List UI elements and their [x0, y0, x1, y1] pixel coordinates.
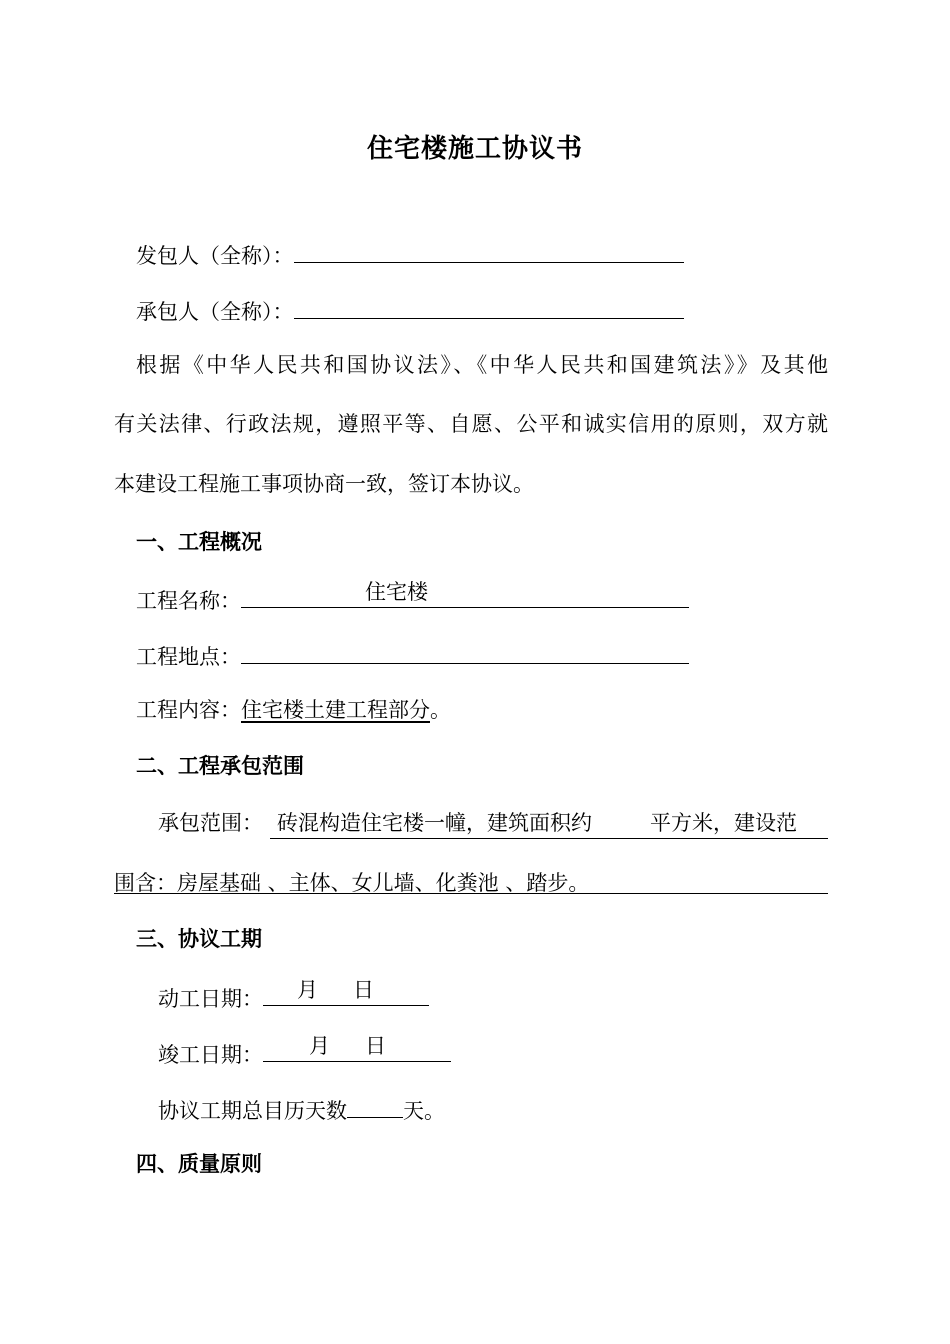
scope-row-2: 围含：房屋基础 、主体、女儿墙、化粪池 、踏步。 [114, 871, 590, 895]
section-1-heading: 一、工程概况 [136, 530, 262, 554]
scope-text-1: 砖混构造住宅楼一幢，建筑面积约 [277, 811, 592, 835]
project-name-field [241, 580, 689, 608]
end-day: 日 [365, 1034, 386, 1058]
end-date-row [158, 1034, 451, 1070]
intro-line-3: 本建设工程施工事项协商一致，签订本协议。 [114, 472, 534, 496]
project-location-row [136, 639, 689, 672]
employer-row [136, 238, 684, 271]
project-name-value: 住宅楼 [365, 580, 428, 604]
project-content-label: 工程内容： [136, 698, 241, 722]
section-3-heading: 三、协议工期 [136, 927, 262, 951]
scope-underline-1 [270, 838, 828, 839]
scope-label: 承包范围： [158, 811, 263, 835]
section-4-heading: 四、质量原则 [136, 1152, 262, 1176]
end-month: 月 [309, 1034, 330, 1058]
scope-unit: 平方米，建设范 [650, 811, 797, 835]
project-location-blank [241, 639, 689, 664]
total-days-blank [347, 1093, 403, 1118]
total-days-unit: 天。 [403, 1099, 445, 1123]
project-content-end: 。 [430, 698, 451, 722]
end-date-label: 竣工日期： [158, 1043, 263, 1067]
project-name-row [136, 580, 689, 616]
start-date-label: 动工日期： [158, 987, 263, 1011]
scope-underline-2 [114, 893, 828, 894]
project-name-label: 工程名称： [136, 589, 241, 613]
total-days-label: 协议工期总目历天数 [158, 1099, 347, 1123]
contractor-label: 承包人（全称）： [136, 300, 294, 324]
contractor-row [136, 294, 684, 327]
start-month: 月 [297, 978, 318, 1002]
intro-line-2: 有关法律、行政法规，遵照平等、自愿、公平和诚实信用的原则，双方就 [114, 412, 828, 436]
start-day: 日 [353, 978, 374, 1002]
project-content-row [136, 695, 451, 725]
total-days-row [158, 1093, 445, 1126]
project-location-label: 工程地点： [136, 645, 241, 669]
page-title: 住宅楼施工协议书 [366, 134, 583, 164]
contractor-blank [294, 294, 684, 319]
start-date-field [263, 978, 429, 1006]
project-content-value: 住宅楼土建工程部分 [241, 698, 430, 722]
employer-label: 发包人（全称）： [136, 244, 294, 268]
scope-row-1 [158, 808, 797, 838]
start-date-row [158, 978, 429, 1014]
employer-blank [294, 238, 684, 263]
end-date-field [263, 1034, 451, 1062]
intro-line-1: 根据《中华人民共和国协议法》、《中华人民共和国建筑法》》及其他 [136, 353, 828, 377]
section-2-heading: 二、工程承包范围 [136, 754, 304, 778]
